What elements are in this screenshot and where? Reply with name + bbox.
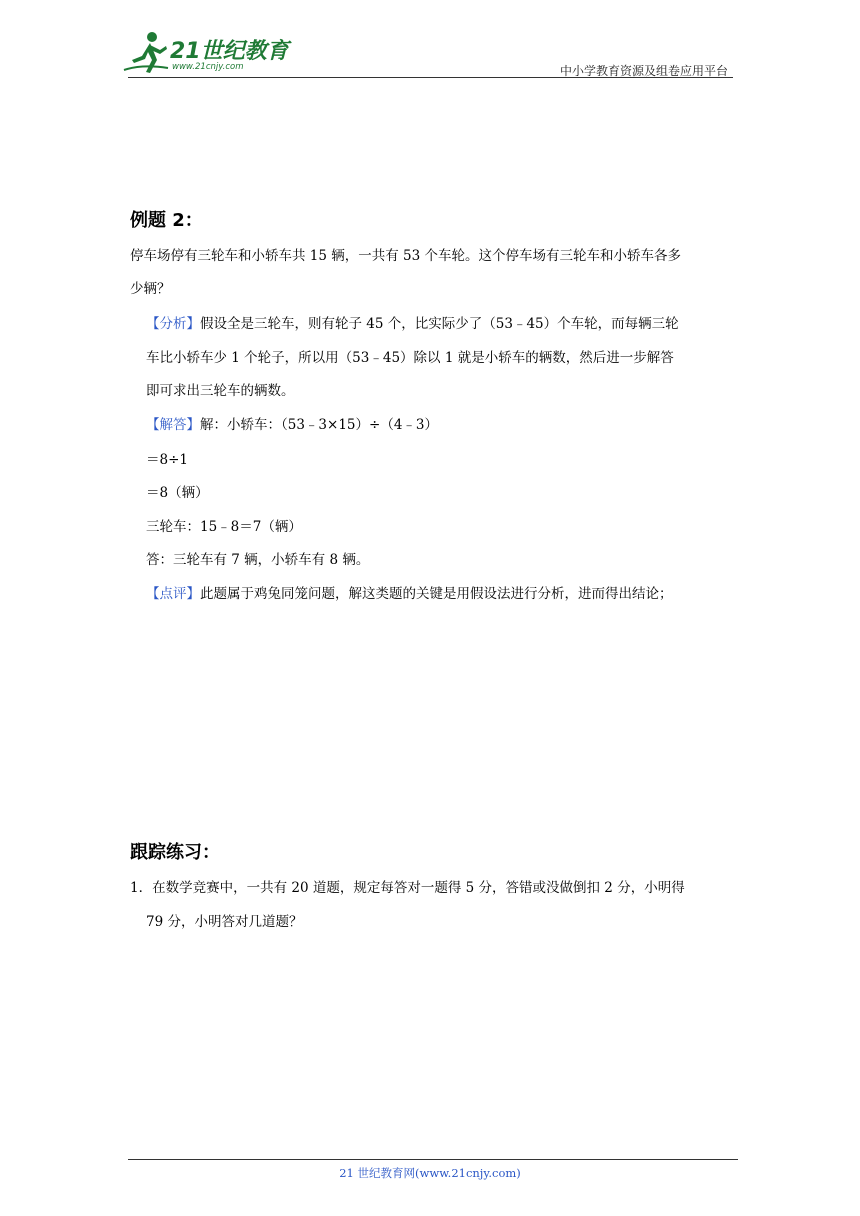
comment-line-1 xyxy=(146,584,673,604)
header-tagline: 中小学教育资源及组卷应用平台 xyxy=(559,64,728,78)
page-header xyxy=(122,30,728,80)
example-title: 例题 2： xyxy=(130,210,203,231)
logo-text: 21世纪教育 xyxy=(170,39,289,64)
footer-divider xyxy=(128,1159,738,1160)
answer-text-1: 解：小轿车：（53﹣3×15）÷（4﹣3） xyxy=(200,417,438,433)
analysis-line-3: 即可求出三轮车的辆数。 xyxy=(146,383,295,399)
analysis-line-1 xyxy=(146,314,679,334)
practice-q1-line-1: 1．在数学竞赛中，一共有 20 道题，规定每答对一题得 5 分，答错或没做倒扣 2 分，小明得 xyxy=(130,880,685,896)
header-divider xyxy=(128,77,733,78)
answer-line-1 xyxy=(146,415,438,435)
answer-tag: 【解答】 xyxy=(146,417,200,433)
site-logo xyxy=(122,30,292,78)
comment-tag: 【点评】 xyxy=(146,586,200,602)
question-line-1: 停车场停有三轮车和小轿车共 15 辆，一共有 53 个车轮。这个停车场有三轮车和小轿车各多 xyxy=(130,248,682,264)
answer-line-2: ＝8÷1 xyxy=(146,452,188,468)
answer-line-4: 三轮车：15﹣8＝7（辆） xyxy=(146,519,302,535)
logo-url: www.21cnjy.com xyxy=(172,62,244,72)
answer-line-5: 答：三轮车有 7 辆，小轿车有 8 辆。 xyxy=(146,552,370,568)
practice-title: 跟踪练习： xyxy=(130,842,220,863)
comment-text-1: 此题属于鸡兔同笼问题，解这类题的关键是用假设法进行分析，进而得出结论； xyxy=(200,586,673,602)
question-line-2: 少辆？ xyxy=(130,281,171,297)
practice-q1-line-2: 79 分，小明答对几道题？ xyxy=(146,914,303,930)
runner-icon xyxy=(122,30,170,76)
analysis-tag: 【分析】 xyxy=(146,316,200,332)
analysis-line-2: 车比小轿车少 1 个轮子，所以用（53﹣45）除以 1 就是小轿车的辆数，然后进一步解答 xyxy=(146,350,674,366)
footer-text: 21 世纪教育网(www.21cnjy.com) xyxy=(339,1166,521,1180)
analysis-text-1: 假设全是三轮车，则有轮子 45 个，比实际少了（53﹣45）个车轮，而每辆三轮 xyxy=(200,316,679,332)
answer-line-3: ＝8（辆） xyxy=(146,485,209,501)
